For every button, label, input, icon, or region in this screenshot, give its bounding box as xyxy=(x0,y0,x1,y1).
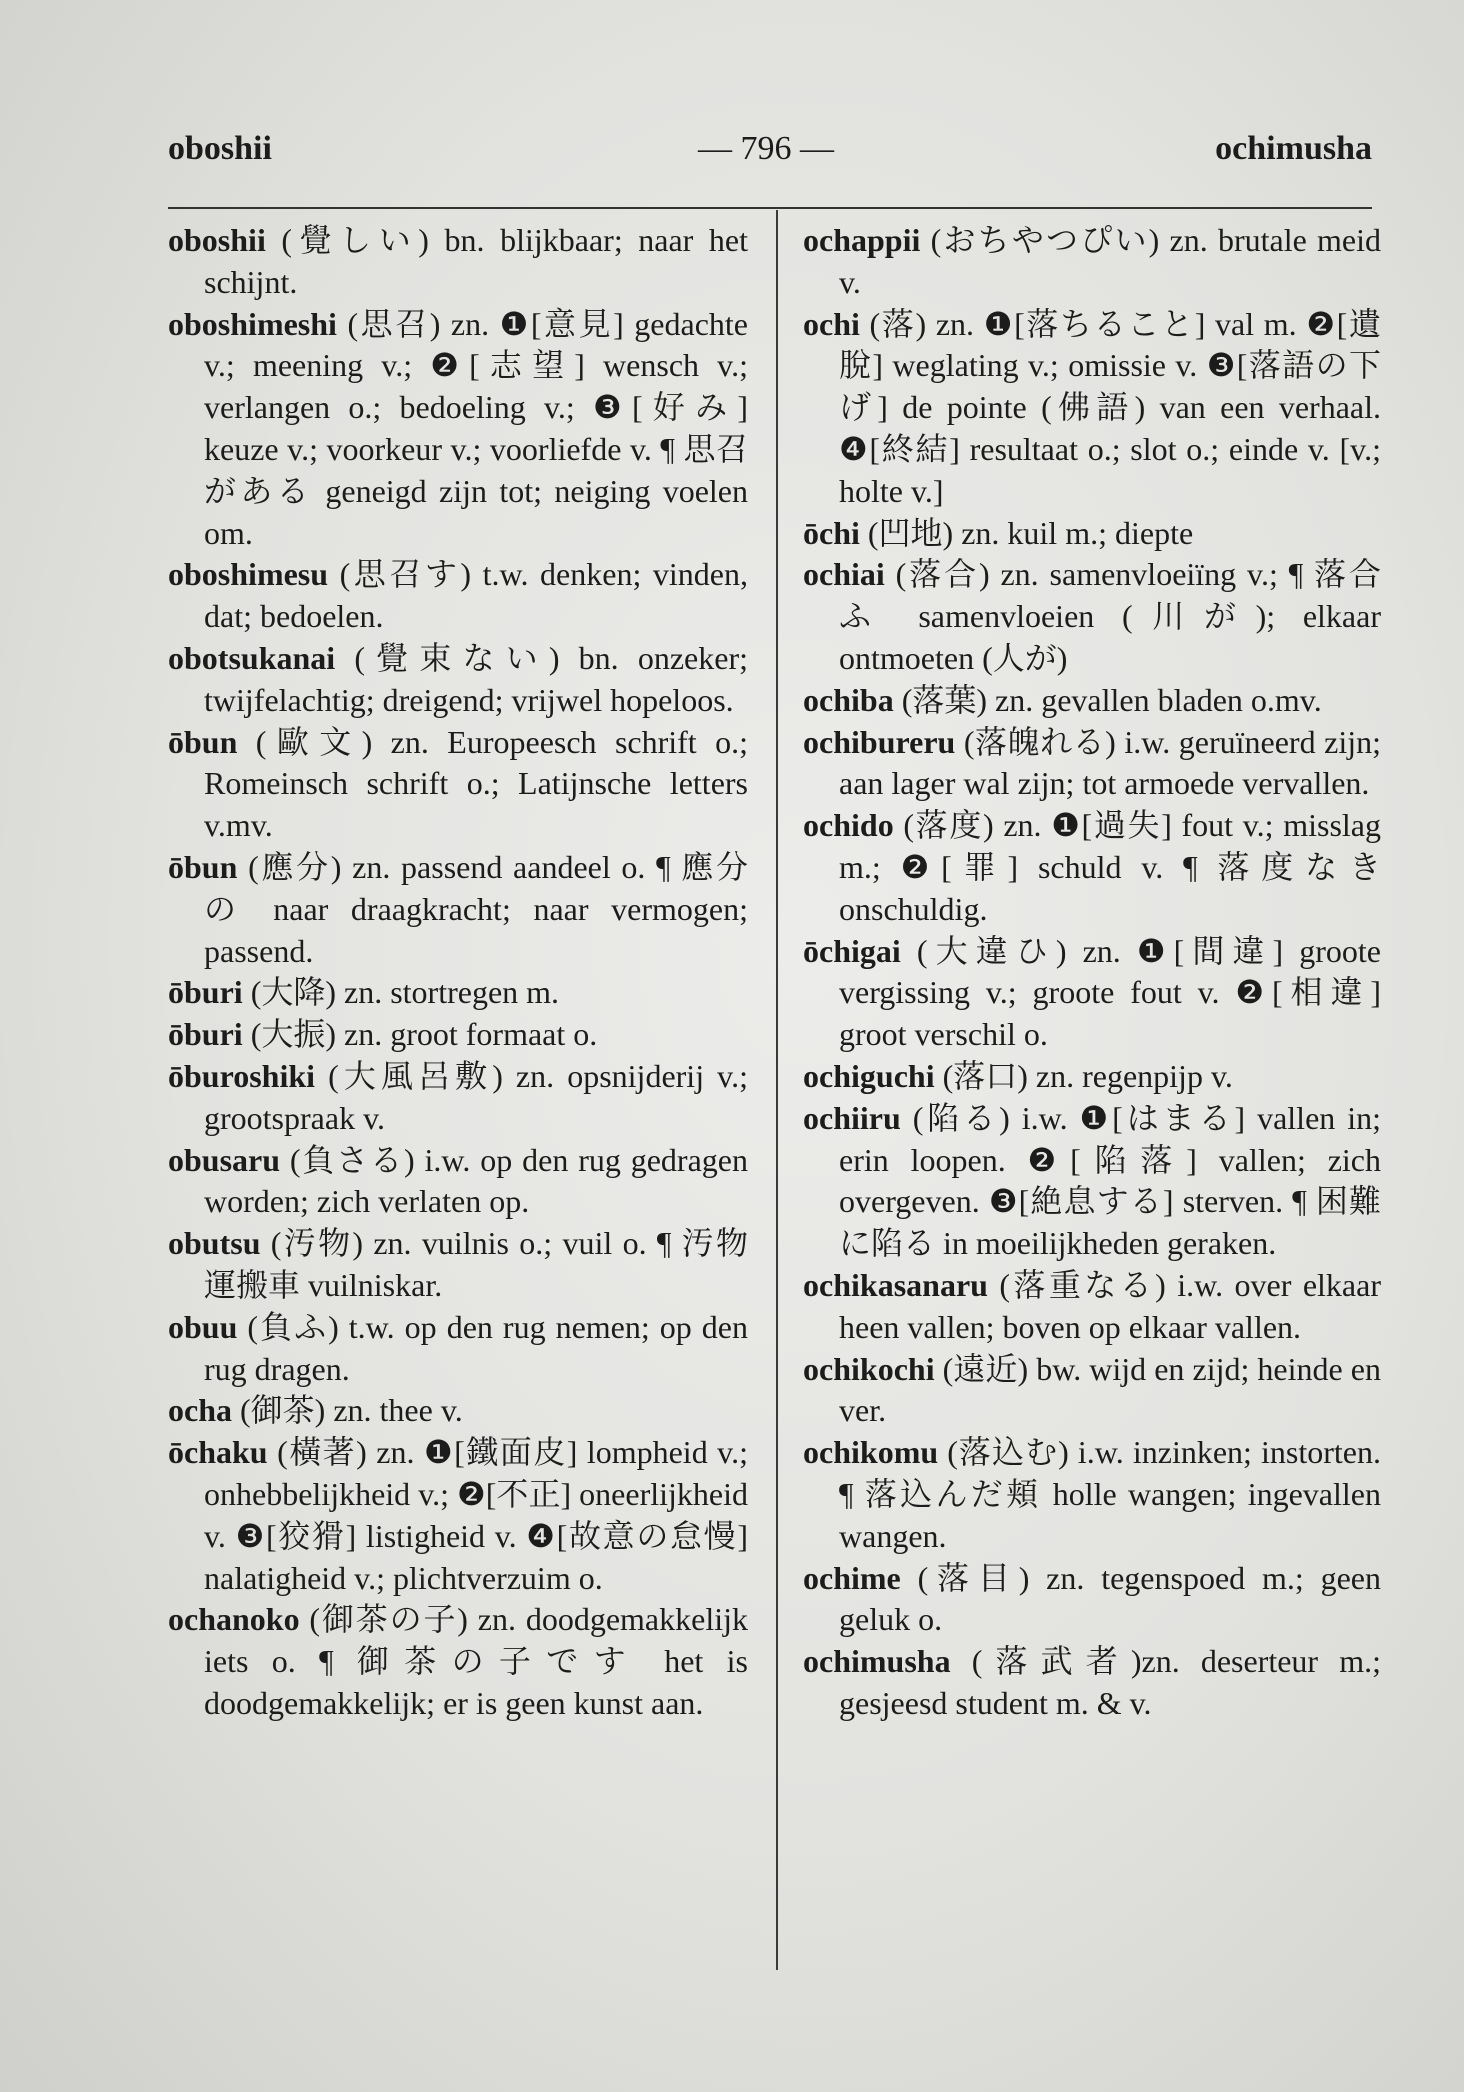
entry-headword: ochikasanaru xyxy=(803,1266,988,1303)
dictionary-entry xyxy=(168,1056,748,1140)
entry-definition: (歐文) zn. Europeesch schrift o.; Romeinsch schrift o.; Latijnsche letters v.mv. xyxy=(204,723,748,844)
dictionary-entry xyxy=(168,1014,748,1056)
entry-headword: ochiiru xyxy=(803,1099,901,1136)
dictionary-entry xyxy=(168,554,748,638)
entry-definition: (汚物) zn. vuilnis o.; vuil o. ¶ 汚物運搬車 vuilniskar. xyxy=(204,1225,748,1303)
entry-definition: (落魄れる) i.w. geruïneerd zijn; aan lager wal zijn; tot armoede vervallen. xyxy=(839,723,1381,802)
dictionary-entry xyxy=(803,1432,1381,1557)
entry-headword: oboshimeshi xyxy=(168,305,337,342)
entry-definition: (凹地) zn. kuil m.; diepte xyxy=(859,514,1194,551)
entry-definition: (落重なる) i.w. over elkaar heen vallen; boven op elkaar vallen. xyxy=(839,1266,1381,1345)
entry-definition: (覺しい) bn. blijkbaar; naar het schijnt. xyxy=(204,222,748,300)
entry-headword: ochiba xyxy=(803,681,894,718)
entry-headword: ōburi xyxy=(168,974,243,1011)
entry-definition: (大違ひ) zn. ❶[間違] groote vergissing v.; groote fout v. ❷[相違] groot verschil o. xyxy=(839,932,1381,1053)
entry-headword: ocha xyxy=(168,1392,232,1429)
dictionary-entry xyxy=(168,847,748,972)
column-divider xyxy=(776,210,778,1970)
entry-definition: (陷る) i.w. ❶[はまる] vallen in; erin loopen. ❷[陷落] vallen; zich overgeven. ❸[絶息する] sterven. ¶ 困難に陷る in moeilijkheden geraken. xyxy=(839,1099,1381,1262)
entry-definition: (御茶) zn. thee v. xyxy=(232,1392,463,1429)
entry-definition: (御茶の子) zn. doodgemakkelijk iets o. ¶ 御茶の子です het is doodgemakkelijk; er is geen kunst aan. xyxy=(204,1601,748,1721)
entry-headword: oboshii xyxy=(168,222,266,258)
entry-headword: ochi xyxy=(803,305,860,342)
dictionary-entry xyxy=(803,931,1381,1056)
entry-definition: (落度) zn. ❶[過失] fout v.; misslag m.; ❷[罪] schuld v. ¶ 落度なき onschuldig. xyxy=(839,807,1381,927)
dictionary-entry xyxy=(168,1140,748,1224)
entry-definition: (覺束ない) bn. onzeker; twijfelachtig; dreigend; vrijwel hopeloos. xyxy=(204,639,748,718)
entry-headword: ōbun xyxy=(168,848,238,885)
header-rule xyxy=(168,207,1372,209)
dictionary-entry xyxy=(803,805,1381,930)
entry-headword: obuu xyxy=(168,1308,238,1345)
dictionary-entry xyxy=(168,1307,748,1391)
entry-definition: (大風呂敷) zn. opsnijderij v.; grootspraak v. xyxy=(204,1057,748,1136)
entry-headword: obusaru xyxy=(168,1141,281,1178)
entry-headword: ochanoko xyxy=(168,1601,300,1638)
dictionary-entry xyxy=(803,1056,1381,1098)
entry-definition: (おちやつぴい) zn. brutale meid v. xyxy=(839,222,1381,300)
dictionary-entry xyxy=(168,220,748,304)
entry-headword: obutsu xyxy=(168,1225,261,1262)
dictionary-entry xyxy=(803,554,1381,679)
entry-headword: ochimusha xyxy=(803,1643,951,1680)
entry-headword: ochappii xyxy=(803,222,921,258)
dictionary-entry xyxy=(168,1390,748,1432)
dictionary-entry xyxy=(168,1223,748,1307)
entry-definition: (落込む) i.w. inzinken; instorten. ¶ 落込んだ頬 holle wangen; ingevallen wangen. xyxy=(839,1434,1381,1554)
dictionary-entry xyxy=(803,1098,1381,1265)
entry-definition: (橫著) zn. ❶[鐵面皮] lompheid v.; onhebbelijkheid v.; ❷[不正] oneerlijkheid v. ❸[狡猾] listigheid v. ❹[故意の怠慢] nalatigheid v.; plichtverzuim o. xyxy=(204,1434,748,1596)
entry-definition: (負ふ) t.w. op den rug nemen; op den rug dragen. xyxy=(204,1308,748,1387)
dictionary-entry xyxy=(803,513,1381,555)
dictionary-entry xyxy=(168,304,748,555)
header-last-word: ochimusha xyxy=(1215,130,1372,167)
entry-definition: (負さる) i.w. op den rug gedragen worden; zich verlaten op. xyxy=(204,1141,748,1220)
dictionary-entry xyxy=(168,722,748,847)
dictionary-entry xyxy=(803,1558,1381,1642)
entry-headword: ōbun xyxy=(168,723,238,760)
entry-headword: ochibureru xyxy=(803,723,956,760)
right-column xyxy=(803,220,1381,1725)
entry-definition: (落合) zn. samenvloeiïng v.; ¶ 落合ふ samenvloeien (川が); elkaar ontmoeten (人が) xyxy=(839,556,1381,676)
entry-headword: oboshimesu xyxy=(168,556,329,593)
entry-headword: ōchi xyxy=(803,514,860,551)
dictionary-entry xyxy=(803,680,1381,722)
entry-definition: (遠近) bw. wijd en zijd; heinde en ver. xyxy=(839,1350,1381,1429)
header-first-word: oboshii xyxy=(168,130,272,167)
dictionary-entry xyxy=(168,638,748,722)
dictionary-entry xyxy=(803,304,1381,513)
entry-definition: (落目) zn. tegenspoed m.; geen geluk o. xyxy=(839,1559,1381,1638)
entry-definition: (落) zn. ❶[落ちること] val m. ❷[遺脫] weglating v.; omissie v. ❸[落語の下げ] de pointe (佛語) van een verhaal. ❹[終結] resultaat o.; slot o.; einde v. [v.; holte v.] xyxy=(839,305,1381,509)
entry-definition: (思召す) t.w. denken; vinden, dat; bedoelen. xyxy=(204,556,748,635)
left-column xyxy=(168,220,748,1725)
entry-headword: ochido xyxy=(803,807,894,844)
entry-definition: (應分) zn. passend aandeel o. ¶ 應分の naar draagkracht; naar vermogen; passend. xyxy=(204,848,748,969)
dictionary-entry xyxy=(168,1432,748,1599)
entry-headword: ochime xyxy=(803,1559,901,1596)
entry-headword: ochikochi xyxy=(803,1350,935,1387)
entry-definition: (落口) zn. regenpijp v. xyxy=(934,1057,1233,1094)
dictionary-entry xyxy=(803,722,1381,806)
entry-definition: (落葉) zn. gevallen bladen o.mv. xyxy=(893,681,1322,718)
entry-definition: (落武者)zn. deserteur m.; gesjeesd student m. & v. xyxy=(839,1643,1381,1721)
entry-headword: ōchaku xyxy=(168,1434,268,1471)
dictionary-entry xyxy=(803,1349,1381,1433)
entry-headword: ochikomu xyxy=(803,1434,939,1471)
dictionary-entry xyxy=(803,1265,1381,1349)
entry-headword: ōburi xyxy=(168,1016,243,1053)
entry-definition: (思召) zn. ❶[意見] gedachte v.; meening v.; ❷[志望] wensch v.; verlangen o.; bedoeling v.; ❸[好み] keuze v.; voorkeur v.; voorliefde v. ¶ 思召がある geneigd zijn tot; neiging voelen om. xyxy=(204,305,748,551)
dictionary-entry xyxy=(168,972,748,1014)
entry-headword: obotsukanai xyxy=(168,639,336,676)
page-number: — 796 — xyxy=(698,130,834,167)
entry-headword: ochiai xyxy=(803,556,885,593)
dictionary-entry xyxy=(803,1641,1381,1725)
entry-headword: ochiguchi xyxy=(803,1057,935,1094)
dictionary-entry xyxy=(168,1599,748,1724)
entry-definition: (大降) zn. stortregen m. xyxy=(242,974,560,1011)
dictionary-entry xyxy=(803,220,1381,304)
page-header xyxy=(168,130,1372,180)
entry-headword: ōburoshiki xyxy=(168,1057,316,1094)
entry-headword: ōchigai xyxy=(803,932,901,969)
entry-definition: (大振) zn. groot formaat o. xyxy=(242,1016,598,1053)
